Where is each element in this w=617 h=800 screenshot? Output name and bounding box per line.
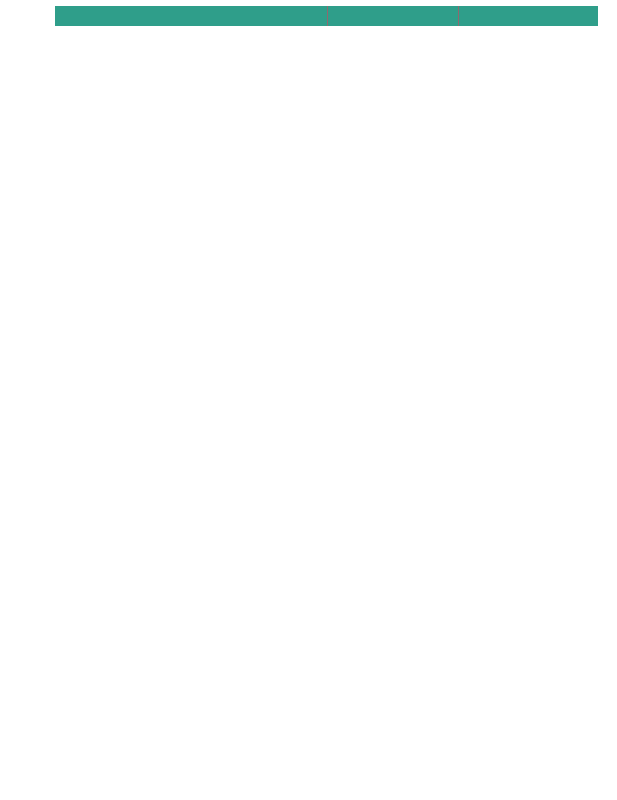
header-model-td-02d — [458, 6, 598, 26]
table-header-row — [55, 6, 598, 26]
header-model-column-label — [55, 6, 187, 26]
header-model-td-02l — [327, 6, 458, 26]
header-column-divider — [458, 6, 459, 26]
header-column-divider — [327, 6, 328, 26]
spec-table — [55, 6, 598, 26]
header-model-td-02 — [187, 6, 327, 26]
